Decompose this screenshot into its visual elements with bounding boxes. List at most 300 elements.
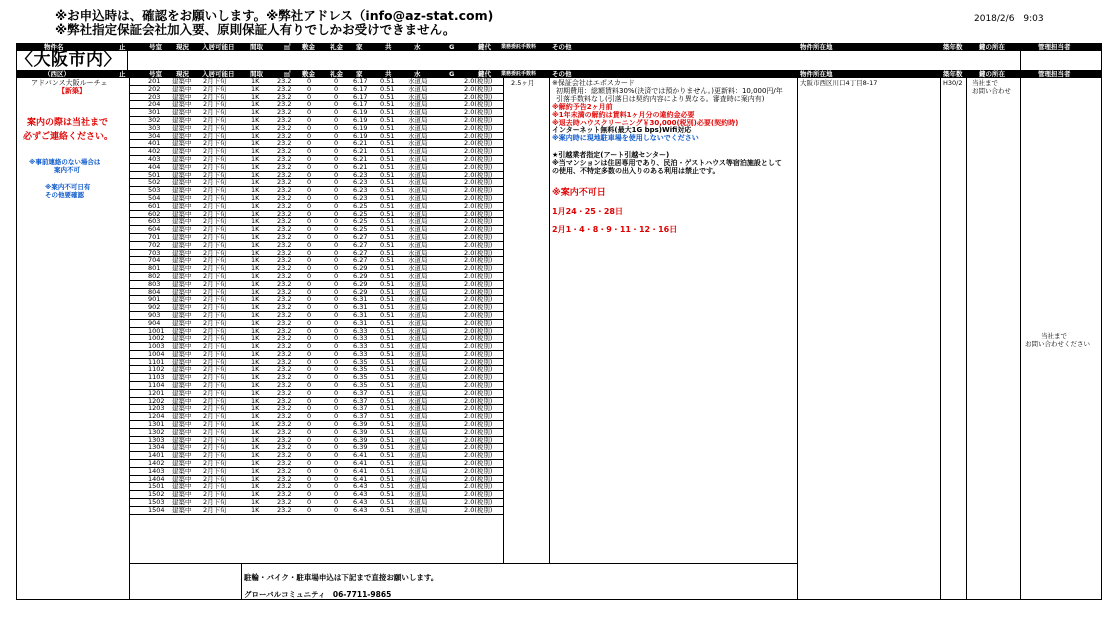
deposit: 0	[307, 365, 312, 374]
rent: 6.41	[353, 474, 368, 483]
water-supplier: 水道局	[408, 373, 428, 382]
column-header: 管理担当者	[1038, 43, 1071, 51]
common-fee: 0.51	[380, 373, 395, 382]
room-status: 建築中	[172, 342, 192, 351]
available-date: 2月下旬	[203, 435, 227, 444]
column-header: 現況	[176, 70, 189, 78]
deposit: 0	[307, 498, 312, 507]
floor-area: 23.2	[277, 287, 292, 296]
common-fee: 0.51	[380, 404, 395, 413]
key-location-2: お問い合わせ	[972, 87, 1011, 95]
key-fee: 2.0(税別)	[464, 131, 493, 140]
key-money: 0	[334, 474, 339, 483]
room-status: 建築中	[172, 248, 192, 257]
key-money: 0	[334, 435, 339, 444]
common-fee: 0.51	[380, 381, 395, 390]
divider	[549, 78, 550, 563]
key-money: 0	[334, 326, 339, 335]
rent: 6.31	[353, 310, 368, 319]
floor-area: 23.2	[277, 264, 292, 273]
note-residential-1: ※当マンションは住居専用であり、民泊・ゲストハウス等宿泊施設として	[552, 159, 782, 168]
key-fee: 2.0(税別)	[464, 271, 493, 280]
key-fee: 2.0(税別)	[464, 357, 493, 366]
water-supplier: 水道局	[408, 139, 428, 148]
room-layout: 1K	[251, 505, 260, 514]
room-status: 建築中	[172, 396, 192, 405]
room-layout: 1K	[251, 264, 260, 273]
room-status: 建築中	[172, 466, 192, 475]
available-date: 2月下旬	[203, 115, 227, 124]
available-date: 2月下旬	[203, 365, 227, 374]
column-header: 共	[385, 70, 392, 78]
rent: 6.43	[353, 505, 368, 514]
room-number: 804	[148, 287, 161, 296]
room-number: 1102	[148, 365, 165, 374]
rent: 6.35	[353, 373, 368, 382]
key-fee: 2.0(税別)	[464, 435, 493, 444]
available-date: 2月下旬	[203, 123, 227, 132]
room-layout: 1K	[251, 349, 260, 358]
room-number: 803	[148, 279, 161, 288]
key-money: 0	[334, 139, 339, 148]
rent: 6.41	[353, 466, 368, 475]
available-date: 2月下旬	[203, 420, 227, 429]
water-supplier: 水道局	[408, 412, 428, 421]
divider	[129, 563, 798, 564]
common-fee: 0.51	[380, 154, 395, 163]
common-fee: 0.51	[380, 201, 395, 210]
notice-line-1: ※お申込時は、確認をお願いします。※弊社アドレス（info@az-stat.com)	[55, 8, 494, 23]
deposit: 0	[307, 193, 312, 202]
available-date: 2月下旬	[203, 264, 227, 273]
deposit: 0	[307, 303, 312, 312]
note-residential-2: の使用、不特定多数の出入りのある利用は禁止です。	[552, 167, 720, 176]
available-date: 2月下旬	[203, 474, 227, 483]
rent: 6.39	[353, 443, 368, 452]
room-layout: 1K	[251, 303, 260, 312]
water-supplier: 水道局	[408, 225, 428, 234]
key-fee: 2.0(税別)	[464, 303, 493, 312]
rent: 6.39	[353, 435, 368, 444]
divider	[1020, 50, 1021, 600]
room-layout: 1K	[251, 435, 260, 444]
deposit: 0	[307, 427, 312, 436]
key-fee: 2.0(税別)	[464, 115, 493, 124]
note-guarantor: ※保証会社はエポスカード	[552, 79, 635, 87]
key-money: 0	[334, 420, 339, 429]
deposit: 0	[307, 287, 312, 296]
key-money: 0	[334, 108, 339, 117]
available-date: 2月下旬	[203, 357, 227, 366]
room-status: 建築中	[172, 123, 192, 132]
column-header: 間取	[250, 43, 263, 51]
room-layout: 1K	[251, 381, 260, 390]
room-number: 1204	[148, 412, 165, 421]
room-number: 1103	[148, 373, 165, 382]
available-date: 2月下旬	[203, 482, 227, 491]
deposit: 0	[307, 217, 312, 226]
water-supplier: 水道局	[408, 505, 428, 514]
common-fee: 0.51	[380, 100, 395, 109]
key-money: 0	[334, 77, 339, 85]
key-money: 0	[334, 178, 339, 187]
common-fee: 0.51	[380, 443, 395, 452]
water-supplier: 水道局	[408, 209, 428, 218]
column-header: 敷金	[302, 43, 315, 51]
deposit: 0	[307, 326, 312, 335]
room-number: 703	[148, 248, 161, 257]
key-money: 0	[334, 162, 339, 171]
key-money: 0	[334, 201, 339, 210]
floor-area: 23.2	[277, 365, 292, 374]
room-status: 建築中	[172, 295, 192, 304]
room-number: 1304	[148, 443, 165, 452]
common-fee: 0.51	[380, 186, 395, 195]
common-fee: 0.51	[380, 256, 395, 265]
room-number: 701	[148, 232, 161, 241]
note-internet: インターネット無料(最大1G bps)Wifi対応	[552, 126, 692, 135]
room-number: 702	[148, 240, 161, 249]
available-date: 2月下旬	[203, 443, 227, 452]
key-fee: 2.0(税別)	[464, 482, 493, 491]
key-fee: 2.0(税別)	[464, 295, 493, 304]
room-status: 建築中	[172, 225, 192, 234]
rent: 6.23	[353, 170, 368, 179]
common-fee: 0.51	[380, 303, 395, 312]
key-fee: 2.0(税別)	[464, 123, 493, 132]
key-money: 0	[334, 427, 339, 436]
water-supplier: 水道局	[408, 264, 428, 273]
deposit: 0	[307, 349, 312, 358]
water-supplier: 水道局	[408, 248, 428, 257]
floor-area: 23.2	[277, 498, 292, 507]
floor-area: 23.2	[277, 209, 292, 218]
room-layout: 1K	[251, 310, 260, 319]
print-datetime: 2018/2/6 9:03	[974, 14, 1044, 24]
common-fee: 0.51	[380, 326, 395, 335]
common-fee: 0.51	[380, 77, 395, 85]
rent: 6.25	[353, 201, 368, 210]
room-layout: 1K	[251, 108, 260, 117]
room-number: 303	[148, 123, 161, 132]
note-penalty: ※1年未満の解約は賃料1ヶ月分の違約金必要	[552, 110, 695, 119]
room-status: 建築中	[172, 186, 192, 195]
rent: 6.31	[353, 318, 368, 327]
floor-area: 23.2	[277, 225, 292, 234]
room-layout: 1K	[251, 279, 260, 288]
room-layout: 1K	[251, 225, 260, 234]
column-header: G	[449, 43, 455, 51]
rent: 6.19	[353, 115, 368, 124]
key-fee: 2.0(税別)	[464, 412, 493, 421]
deposit: 0	[307, 373, 312, 382]
deposit: 0	[307, 131, 312, 140]
parking-contact-phone: グローバルコミュニティ 06-7711-9865	[244, 590, 392, 599]
room-layout: 1K	[251, 232, 260, 241]
key-money: 0	[334, 318, 339, 327]
room-layout: 1K	[251, 295, 260, 304]
rent: 6.41	[353, 459, 368, 468]
common-fee: 0.51	[380, 178, 395, 187]
available-date: 2月下旬	[203, 342, 227, 351]
floor-area: 23.2	[277, 131, 292, 140]
note-cancel-notice: ※解約予告2ヶ月前	[552, 102, 613, 111]
key-fee: 2.0(税別)	[464, 334, 493, 343]
common-fee: 0.51	[380, 505, 395, 514]
key-fee: 2.0(税別)	[464, 154, 493, 163]
room-status: 建築中	[172, 100, 192, 109]
key-fee: 2.0(税別)	[464, 162, 493, 171]
available-date: 2月下旬	[203, 396, 227, 405]
key-money: 0	[334, 334, 339, 343]
key-money: 0	[334, 388, 339, 397]
room-number: 1201	[148, 388, 165, 397]
room-number: 1404	[148, 474, 165, 483]
water-supplier: 水道局	[408, 256, 428, 265]
key-money: 0	[334, 357, 339, 366]
available-date: 2月下旬	[203, 170, 227, 179]
rent: 6.37	[353, 396, 368, 405]
common-fee: 0.51	[380, 365, 395, 374]
water-supplier: 水道局	[408, 342, 428, 351]
common-fee: 0.51	[380, 295, 395, 304]
room-layout: 1K	[251, 162, 260, 171]
key-fee: 2.0(税別)	[464, 264, 493, 273]
common-fee: 0.51	[380, 170, 395, 179]
available-date: 2月下旬	[203, 154, 227, 163]
deposit: 0	[307, 154, 312, 163]
water-supplier: 水道局	[408, 451, 428, 460]
deposit: 0	[307, 451, 312, 460]
key-money: 0	[334, 451, 339, 460]
column-header: 水	[414, 43, 421, 51]
water-supplier: 水道局	[408, 170, 428, 179]
key-fee: 2.0(税別)	[464, 373, 493, 382]
deposit: 0	[307, 474, 312, 483]
room-number: 202	[148, 84, 161, 93]
available-date: 2月下旬	[203, 217, 227, 226]
available-date: 2月下旬	[203, 271, 227, 280]
key-money: 0	[334, 154, 339, 163]
water-supplier: 水道局	[408, 357, 428, 366]
available-date: 2月下旬	[203, 162, 227, 171]
available-date: 2月下旬	[203, 404, 227, 413]
column-header: 間取	[250, 70, 263, 78]
deposit: 0	[307, 482, 312, 491]
key-fee: 2.0(税別)	[464, 77, 493, 85]
common-fee: 0.51	[380, 490, 395, 499]
key-money: 0	[334, 209, 339, 218]
room-number: 1403	[148, 466, 165, 475]
room-status: 建築中	[172, 108, 192, 117]
room-status: 建築中	[172, 240, 192, 249]
room-layout: 1K	[251, 342, 260, 351]
rent: 6.27	[353, 248, 368, 257]
column-header: ㎡	[284, 43, 291, 51]
key-fee: 2.0(税別)	[464, 404, 493, 413]
water-supplier: 水道局	[408, 443, 428, 452]
rent: 6.29	[353, 264, 368, 273]
room-status: 建築中	[172, 357, 192, 366]
floor-area: 23.2	[277, 342, 292, 351]
key-fee: 2.0(税別)	[464, 92, 493, 101]
key-fee: 2.0(税別)	[464, 287, 493, 296]
room-number: 302	[148, 115, 161, 124]
water-supplier: 水道局	[408, 193, 428, 202]
room-number: 902	[148, 303, 161, 312]
water-supplier: 水道局	[408, 154, 428, 163]
room-layout: 1K	[251, 271, 260, 280]
room-layout: 1K	[251, 186, 260, 195]
commission: 2.5ヶ月	[511, 79, 535, 87]
deposit: 0	[307, 295, 312, 304]
floor-area: 23.2	[277, 443, 292, 452]
available-date: 2月下旬	[203, 92, 227, 101]
rent: 6.37	[353, 404, 368, 413]
room-status: 建築中	[172, 474, 192, 483]
room-number: 304	[148, 131, 161, 140]
key-fee: 2.0(税別)	[464, 310, 493, 319]
common-fee: 0.51	[380, 357, 395, 366]
floor-area: 23.2	[277, 412, 292, 421]
rent: 6.31	[353, 303, 368, 312]
available-date: 2月下旬	[203, 412, 227, 421]
room-status: 建築中	[172, 271, 192, 280]
room-status: 建築中	[172, 209, 192, 218]
room-layout: 1K	[251, 139, 260, 148]
common-fee: 0.51	[380, 412, 395, 421]
manager-1: 当社まで	[1041, 332, 1067, 340]
available-date: 2月下旬	[203, 193, 227, 202]
room-layout: 1K	[251, 92, 260, 101]
available-date: 2月下旬	[203, 209, 227, 218]
key-fee: 2.0(税別)	[464, 396, 493, 405]
rent: 6.25	[353, 209, 368, 218]
rent: 6.21	[353, 139, 368, 148]
key-money: 0	[334, 287, 339, 296]
floor-area: 23.2	[277, 201, 292, 210]
room-layout: 1K	[251, 365, 260, 374]
warning-line-2: 必ずご連絡ください。	[23, 132, 114, 142]
room-status: 建築中	[172, 147, 192, 156]
floor-area: 23.2	[277, 318, 292, 327]
available-date: 2月下旬	[203, 279, 227, 288]
key-fee: 2.0(税別)	[464, 240, 493, 249]
key-fee: 2.0(税別)	[464, 420, 493, 429]
floor-area: 23.2	[277, 482, 292, 491]
room-status: 建築中	[172, 482, 192, 491]
parking-contact-note: 駐輪・バイク・駐車場申込は下記まで直接お願いします。	[244, 573, 439, 582]
available-date: 2月下旬	[203, 326, 227, 335]
room-number: 1101	[148, 357, 165, 366]
room-layout: 1K	[251, 147, 260, 156]
rent: 6.17	[353, 84, 368, 93]
room-layout: 1K	[251, 193, 260, 202]
common-fee: 0.51	[380, 466, 395, 475]
floor-area: 23.2	[277, 396, 292, 405]
floor-area: 23.2	[277, 186, 292, 195]
unavailable-february: 2月1・4・8・9・11・12・16日	[552, 224, 678, 234]
common-fee: 0.51	[380, 435, 395, 444]
rent: 6.19	[353, 108, 368, 117]
contact-note-1: ※事前連絡のない場合は	[29, 158, 101, 166]
floor-area: 23.2	[277, 435, 292, 444]
area-title: 〈大阪市内〉	[16, 50, 128, 70]
rent: 6.23	[353, 186, 368, 195]
available-date: 2月下旬	[203, 318, 227, 327]
floor-area: 23.2	[277, 100, 292, 109]
room-layout: 1K	[251, 217, 260, 226]
key-fee: 2.0(税別)	[464, 170, 493, 179]
room-status: 建築中	[172, 427, 192, 436]
floor-area: 23.2	[277, 381, 292, 390]
key-fee: 2.0(税別)	[464, 466, 493, 475]
common-fee: 0.51	[380, 92, 395, 101]
column-header: 水	[414, 70, 421, 78]
common-fee: 0.51	[380, 420, 395, 429]
room-layout: 1K	[251, 443, 260, 452]
notes-block	[552, 80, 783, 235]
unavailable-note-2: その他要確認	[45, 191, 84, 199]
water-supplier: 水道局	[408, 365, 428, 374]
key-money: 0	[334, 84, 339, 93]
room-number: 603	[148, 217, 161, 226]
key-money: 0	[334, 490, 339, 499]
floor-area: 23.2	[277, 248, 292, 257]
room-layout: 1K	[251, 459, 260, 468]
key-money: 0	[334, 264, 339, 273]
room-status: 建築中	[172, 451, 192, 460]
deposit: 0	[307, 100, 312, 109]
common-fee: 0.51	[380, 217, 395, 226]
floor-area: 23.2	[277, 404, 292, 413]
room-layout: 1K	[251, 131, 260, 140]
room-number: 1502	[148, 490, 165, 499]
room-status: 建築中	[172, 349, 192, 358]
floor-area: 23.2	[277, 162, 292, 171]
room-status: 建築中	[172, 193, 192, 202]
property-address: 大阪市西区川口4丁目8-17	[800, 79, 878, 87]
key-money: 0	[334, 92, 339, 101]
rent: 6.17	[353, 100, 368, 109]
room-number: 1501	[148, 482, 165, 491]
deposit: 0	[307, 201, 312, 210]
common-fee: 0.51	[380, 123, 395, 132]
key-money: 0	[334, 404, 339, 413]
floor-area: 23.2	[277, 115, 292, 124]
unavailable-january: 1月24・25・28日	[552, 206, 623, 216]
room-layout: 1K	[251, 178, 260, 187]
key-money: 0	[334, 131, 339, 140]
water-supplier: 水道局	[408, 388, 428, 397]
divider	[241, 563, 242, 600]
room-status: 建築中	[172, 287, 192, 296]
common-fee: 0.51	[380, 287, 395, 296]
key-money: 0	[334, 123, 339, 132]
key-money: 0	[334, 186, 339, 195]
rent: 6.33	[353, 342, 368, 351]
room-number: 1301	[148, 420, 165, 429]
water-supplier: 水道局	[408, 334, 428, 343]
key-fee: 2.0(税別)	[464, 279, 493, 288]
room-number: 901	[148, 295, 161, 304]
room-layout: 1K	[251, 115, 260, 124]
room-table	[130, 78, 503, 515]
common-fee: 0.51	[380, 147, 395, 156]
rent: 6.17	[353, 92, 368, 101]
deposit: 0	[307, 334, 312, 343]
available-date: 2月下旬	[203, 427, 227, 436]
